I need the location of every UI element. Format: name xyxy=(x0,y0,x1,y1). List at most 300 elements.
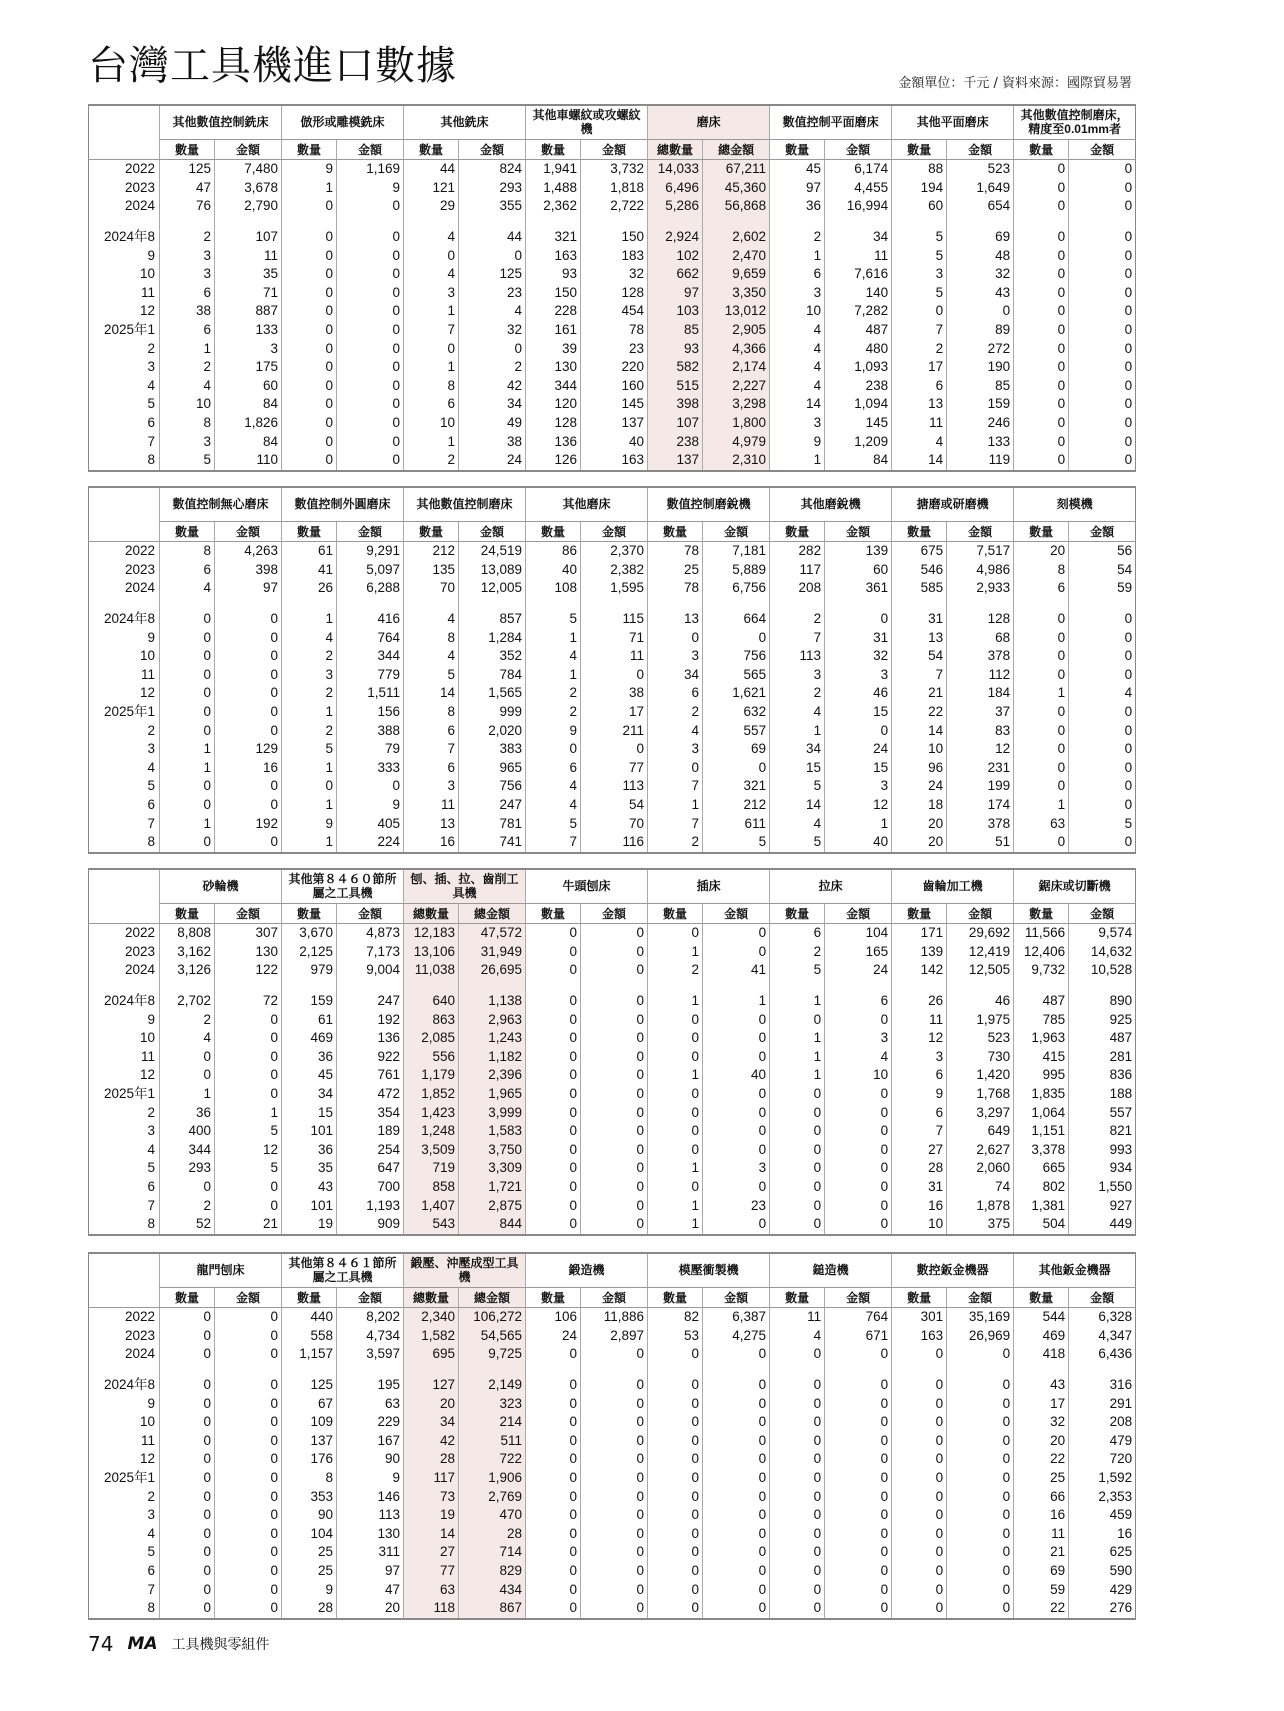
data-cell: 1,565 xyxy=(459,684,526,703)
data-cell: 307 xyxy=(215,924,282,943)
data-cell: 0 xyxy=(1014,703,1069,722)
data-cell: 0 xyxy=(770,1599,825,1619)
data-cell: 163 xyxy=(892,1327,947,1346)
data-cell: 39 xyxy=(526,339,581,358)
data-cell: 229 xyxy=(337,1413,404,1432)
data-cell: 1 xyxy=(1014,684,1069,703)
data-cell: 0 xyxy=(160,1376,215,1395)
data-cell: 301 xyxy=(892,1308,947,1327)
data-cell: 24 xyxy=(892,777,947,796)
data-cell: 9,574 xyxy=(1069,924,1136,943)
data-cell: 0 xyxy=(215,1085,282,1104)
data-cell: 0 xyxy=(892,1506,947,1525)
data-cell: 0 xyxy=(770,1103,825,1122)
data-cell: 0 xyxy=(581,1450,648,1469)
data-cell: 1 xyxy=(282,703,337,722)
group-header: 其他鈑金機器 xyxy=(1014,1253,1136,1288)
data-cell: 0 xyxy=(1069,228,1136,247)
column-header: 數量 xyxy=(160,140,215,160)
data-cell: 6,288 xyxy=(337,579,404,598)
data-cell: 0 xyxy=(648,1029,703,1048)
data-cell: 4 xyxy=(526,647,581,666)
column-header: 金額 xyxy=(947,904,1014,924)
data-cell: 0 xyxy=(160,1543,215,1562)
data-cell: 0 xyxy=(215,703,282,722)
column-header: 數量 xyxy=(526,904,581,924)
data-cell: 4 xyxy=(648,721,703,740)
data-cell: 1 xyxy=(282,759,337,778)
data-cell: 0 xyxy=(581,1525,648,1544)
data-cell: 16,994 xyxy=(825,197,892,216)
data-cell: 44 xyxy=(459,228,526,247)
data-cell: 3,999 xyxy=(459,1103,526,1122)
group-header: 數值控制平面磨床 xyxy=(770,105,892,140)
data-cell: 97 xyxy=(770,179,825,198)
data-cell: 40 xyxy=(526,561,581,580)
column-header: 金額 xyxy=(337,1288,404,1308)
data-cell: 0 xyxy=(160,1506,215,1525)
data-cell: 9 xyxy=(337,179,404,198)
data-cell: 4 xyxy=(404,610,459,629)
data-cell: 0 xyxy=(282,197,337,216)
group-header: 倣形或雕模銑床 xyxy=(282,105,404,140)
data-cell: 3 xyxy=(892,1048,947,1067)
data-cell: 0 xyxy=(160,703,215,722)
data-cell: 934 xyxy=(1069,1159,1136,1178)
data-cell: 0 xyxy=(282,321,337,340)
data-cell: 0 xyxy=(526,1178,581,1197)
data-cell: 0 xyxy=(770,1085,825,1104)
data-cell: 0 xyxy=(648,1141,703,1160)
data-cell: 0 xyxy=(648,1599,703,1619)
data-cell: 2,933 xyxy=(947,579,1014,598)
data-cell: 2 xyxy=(160,358,215,377)
data-cell: 0 xyxy=(581,1580,648,1599)
data-cell xyxy=(337,216,404,228)
data-cell: 36 xyxy=(282,1141,337,1160)
group-header: 齒輪加工機 xyxy=(892,869,1014,904)
data-cell: 15 xyxy=(825,703,892,722)
data-cell: 0 xyxy=(825,610,892,629)
data-cell: 0 xyxy=(160,777,215,796)
data-cell: 0 xyxy=(1014,395,1069,414)
data-cell: 0 xyxy=(526,961,581,980)
data-cell: 857 xyxy=(459,610,526,629)
data-cell: 117 xyxy=(770,561,825,580)
data-cell: 0 xyxy=(770,1580,825,1599)
data-cell: 195 xyxy=(337,1376,404,1395)
data-cell: 70 xyxy=(581,814,648,833)
data-cell: 3,162 xyxy=(160,943,215,962)
data-cell: 0 xyxy=(825,1178,892,1197)
data-cell: 0 xyxy=(215,796,282,815)
data-cell: 0 xyxy=(648,1506,703,1525)
row-label: 9 xyxy=(89,1394,160,1413)
group-header: 其他數值控制磨床 xyxy=(404,487,526,522)
data-cell xyxy=(404,980,459,992)
data-cell: 480 xyxy=(825,339,892,358)
data-cell: 647 xyxy=(337,1159,404,1178)
column-header: 數量 xyxy=(770,522,825,542)
data-cell: 44 xyxy=(404,160,459,179)
data-cell: 11 xyxy=(1014,1525,1069,1544)
data-cell: 2,174 xyxy=(703,358,770,377)
data-cell: 487 xyxy=(825,321,892,340)
data-cell: 0 xyxy=(526,1196,581,1215)
data-cell: 43 xyxy=(1014,1376,1069,1395)
data-cell: 890 xyxy=(1069,992,1136,1011)
magazine-logo: MA xyxy=(127,1634,158,1654)
data-cell: 2 xyxy=(526,703,581,722)
data-cell: 4 xyxy=(404,647,459,666)
data-cell: 1,284 xyxy=(459,628,526,647)
data-cell: 3 xyxy=(160,265,215,284)
column-header: 數量 xyxy=(404,522,459,542)
data-cell: 52 xyxy=(160,1215,215,1235)
data-cell: 135 xyxy=(404,561,459,580)
data-cell: 8 xyxy=(282,1469,337,1488)
data-cell: 0 xyxy=(160,1308,215,1327)
data-cell: 0 xyxy=(282,395,337,414)
data-cell: 0 xyxy=(825,1196,892,1215)
data-cell: 0 xyxy=(581,1394,648,1413)
data-cell: 56,868 xyxy=(703,197,770,216)
data-cell: 3 xyxy=(825,1029,892,1048)
data-cell: 333 xyxy=(337,759,404,778)
data-cell: 1,182 xyxy=(459,1048,526,1067)
data-cell: 53 xyxy=(648,1327,703,1346)
data-cell: 543 xyxy=(404,1215,459,1235)
column-header: 數量 xyxy=(282,1288,337,1308)
data-cell: 25 xyxy=(1014,1469,1069,1488)
data-cell xyxy=(892,598,947,610)
table-row xyxy=(89,1525,1136,1544)
data-cell: 69 xyxy=(947,228,1014,247)
data-cell: 1 xyxy=(648,943,703,962)
data-cell: 20 xyxy=(1014,1432,1069,1451)
data-cell xyxy=(947,216,1014,228)
data-cell xyxy=(160,1364,215,1376)
data-cell: 0 xyxy=(526,992,581,1011)
data-cell: 19 xyxy=(404,1506,459,1525)
data-cell: 544 xyxy=(1014,1308,1069,1327)
row-label: 2024 xyxy=(89,1345,160,1364)
data-cell: 11 xyxy=(892,414,947,433)
table-row xyxy=(89,814,1136,833)
data-cell: 112 xyxy=(947,666,1014,685)
data-cell: 38 xyxy=(160,302,215,321)
data-cell: 829 xyxy=(459,1562,526,1581)
data-cell: 9,291 xyxy=(337,542,404,561)
data-cell xyxy=(459,980,526,992)
data-cell: 1 xyxy=(160,759,215,778)
stub-header xyxy=(89,105,160,160)
data-cell: 231 xyxy=(947,759,1014,778)
data-cell: 0 xyxy=(337,302,404,321)
table-row xyxy=(89,246,1136,265)
group-header: 其他磨床 xyxy=(526,487,648,522)
data-cell: 0 xyxy=(1014,160,1069,179)
data-cell: 557 xyxy=(1069,1103,1136,1122)
data-cell: 127 xyxy=(404,1376,459,1395)
data-cell: 2,396 xyxy=(459,1066,526,1085)
data-cell: 0 xyxy=(581,961,648,980)
data-cell: 0 xyxy=(215,1469,282,1488)
data-cell: 0 xyxy=(892,1469,947,1488)
table-row xyxy=(89,377,1136,396)
data-cell: 7 xyxy=(526,833,581,853)
data-cell: 375 xyxy=(947,1215,1014,1235)
data-cell: 0 xyxy=(947,1562,1014,1581)
data-cell: 0 xyxy=(947,1413,1014,1432)
data-cell: 2,340 xyxy=(404,1308,459,1327)
column-header: 總金額 xyxy=(459,904,526,924)
column-header: 數量 xyxy=(648,522,703,542)
data-cell: 63 xyxy=(337,1394,404,1413)
data-cell: 1,878 xyxy=(947,1196,1014,1215)
data-cell: 190 xyxy=(947,358,1014,377)
data-cell: 5 xyxy=(770,961,825,980)
data-cell: 0 xyxy=(581,1506,648,1525)
data-cell: 6,496 xyxy=(648,179,703,198)
data-cell: 0 xyxy=(770,1196,825,1215)
group-header: 數值控制磨銳機 xyxy=(648,487,770,522)
data-cell: 34 xyxy=(648,666,703,685)
data-cell: 640 xyxy=(404,992,459,1011)
data-cell: 0 xyxy=(770,1543,825,1562)
data-cell: 1 xyxy=(404,302,459,321)
import-table-4 xyxy=(88,1252,1136,1620)
column-header: 數量 xyxy=(1014,522,1069,542)
data-cell: 150 xyxy=(581,228,648,247)
column-header: 金額 xyxy=(703,522,770,542)
data-cell: 167 xyxy=(337,1432,404,1451)
stub-header xyxy=(89,869,160,924)
data-cell: 0 xyxy=(825,1543,892,1562)
data-cell: 9 xyxy=(337,796,404,815)
data-cell: 3 xyxy=(404,777,459,796)
row-label: 12 xyxy=(89,1066,160,1085)
data-cell: 0 xyxy=(337,339,404,358)
data-cell: 0 xyxy=(160,1345,215,1364)
data-cell: 0 xyxy=(526,924,581,943)
data-cell: 34 xyxy=(770,740,825,759)
table-row xyxy=(89,961,1136,980)
data-cell: 89 xyxy=(947,321,1014,340)
table-row xyxy=(89,1066,1136,1085)
data-cell: 632 xyxy=(703,703,770,722)
data-cell: 0 xyxy=(337,395,404,414)
row-label: 4 xyxy=(89,759,160,778)
data-cell: 38 xyxy=(459,432,526,451)
table-row xyxy=(89,216,1136,228)
data-cell: 159 xyxy=(282,992,337,1011)
data-cell: 126 xyxy=(526,451,581,471)
data-cell: 7,173 xyxy=(337,943,404,962)
data-cell: 31,949 xyxy=(459,943,526,962)
data-cell: 0 xyxy=(648,628,703,647)
column-header: 金額 xyxy=(825,1288,892,1308)
data-cell: 0 xyxy=(215,1066,282,1085)
data-cell: 54 xyxy=(581,796,648,815)
data-cell: 0 xyxy=(581,1048,648,1067)
data-cell xyxy=(1014,216,1069,228)
data-cell: 0 xyxy=(160,1525,215,1544)
data-cell: 32 xyxy=(459,321,526,340)
row-label: 2025年1 xyxy=(89,1085,160,1104)
data-cell: 1,423 xyxy=(404,1103,459,1122)
data-cell: 1,818 xyxy=(581,179,648,198)
data-cell: 2,125 xyxy=(282,943,337,962)
data-cell: 78 xyxy=(648,579,703,598)
data-cell: 86 xyxy=(526,542,581,561)
data-cell: 40 xyxy=(581,432,648,451)
row-label xyxy=(89,216,160,228)
table-row xyxy=(89,610,1136,629)
data-cell: 487 xyxy=(1069,1029,1136,1048)
column-header: 數量 xyxy=(160,522,215,542)
data-cell: 211 xyxy=(581,721,648,740)
data-cell: 0 xyxy=(215,833,282,853)
data-cell: 1,488 xyxy=(526,179,581,198)
data-cell: 0 xyxy=(581,1543,648,1562)
column-header: 數量 xyxy=(648,904,703,924)
table-row xyxy=(89,228,1136,247)
data-cell: 3 xyxy=(215,339,282,358)
data-cell: 764 xyxy=(337,628,404,647)
data-cell: 1 xyxy=(282,179,337,198)
data-cell: 887 xyxy=(215,302,282,321)
column-header: 總金額 xyxy=(703,140,770,160)
data-cell: 0 xyxy=(1069,321,1136,340)
data-cell: 353 xyxy=(282,1487,337,1506)
data-cell: 101 xyxy=(282,1122,337,1141)
group-header: 其他銑床 xyxy=(404,105,526,140)
data-cell: 281 xyxy=(1069,1048,1136,1067)
page-number: 74 xyxy=(88,1632,114,1656)
data-cell: 398 xyxy=(215,561,282,580)
data-cell: 523 xyxy=(947,160,1014,179)
data-cell: 4 xyxy=(404,265,459,284)
data-cell: 109 xyxy=(282,1413,337,1432)
data-cell: 0 xyxy=(1014,284,1069,303)
data-cell: 2 xyxy=(770,610,825,629)
data-cell: 25 xyxy=(648,561,703,580)
data-cell: 0 xyxy=(526,1345,581,1364)
data-cell: 118 xyxy=(404,1599,459,1619)
data-cell: 176 xyxy=(282,1450,337,1469)
data-cell: 785 xyxy=(1014,1010,1069,1029)
data-cell: 107 xyxy=(215,228,282,247)
data-cell: 23 xyxy=(581,339,648,358)
data-cell: 27 xyxy=(892,1141,947,1160)
data-cell: 0 xyxy=(337,451,404,471)
data-cell: 1,826 xyxy=(215,414,282,433)
data-cell: 0 xyxy=(160,666,215,685)
column-header: 金額 xyxy=(459,140,526,160)
data-cell: 11 xyxy=(892,1010,947,1029)
row-label: 7 xyxy=(89,432,160,451)
data-cell: 2,382 xyxy=(581,561,648,580)
data-cell: 2 xyxy=(459,358,526,377)
data-cell: 0 xyxy=(459,246,526,265)
data-cell: 3 xyxy=(648,740,703,759)
data-cell: 145 xyxy=(825,414,892,433)
data-cell: 4,263 xyxy=(215,542,282,561)
group-header: 刻模機 xyxy=(1014,487,1136,522)
data-cell: 7,181 xyxy=(703,542,770,561)
data-cell: 1 xyxy=(160,1085,215,1104)
data-cell: 3,678 xyxy=(215,179,282,198)
data-cell: 254 xyxy=(337,1141,404,1160)
data-cell: 927 xyxy=(1069,1196,1136,1215)
data-cell: 133 xyxy=(947,432,1014,451)
data-cell: 61 xyxy=(282,542,337,561)
data-cell: 361 xyxy=(825,579,892,598)
data-cell: 139 xyxy=(825,542,892,561)
row-label: 2024年8 xyxy=(89,992,160,1011)
table-row xyxy=(89,1010,1136,1029)
data-cell: 0 xyxy=(282,432,337,451)
data-cell: 0 xyxy=(703,1469,770,1488)
column-header: 金額 xyxy=(947,140,1014,160)
data-cell: 0 xyxy=(581,924,648,943)
data-cell: 9 xyxy=(337,1469,404,1488)
data-cell: 20 xyxy=(404,1394,459,1413)
data-cell: 546 xyxy=(892,561,947,580)
data-cell: 0 xyxy=(1069,377,1136,396)
column-header: 金額 xyxy=(825,904,892,924)
data-cell: 3,378 xyxy=(1014,1141,1069,1160)
data-cell: 511 xyxy=(459,1432,526,1451)
data-cell xyxy=(1014,598,1069,610)
data-cell: 1 xyxy=(703,992,770,1011)
data-cell: 7 xyxy=(892,666,947,685)
data-cell: 0 xyxy=(1014,246,1069,265)
data-cell: 11 xyxy=(404,796,459,815)
data-cell: 85 xyxy=(947,377,1014,396)
data-cell: 15 xyxy=(770,759,825,778)
table-row xyxy=(89,721,1136,740)
data-cell: 63 xyxy=(404,1580,459,1599)
data-cell: 0 xyxy=(581,1159,648,1178)
data-cell: 0 xyxy=(1014,628,1069,647)
data-cell: 11 xyxy=(770,1308,825,1327)
data-cell: 96 xyxy=(892,759,947,778)
data-cell: 0 xyxy=(526,1085,581,1104)
data-cell: 28 xyxy=(404,1450,459,1469)
data-cell: 0 xyxy=(825,1159,892,1178)
data-cell: 54 xyxy=(892,647,947,666)
data-cell: 1 xyxy=(648,1066,703,1085)
data-cell: 0 xyxy=(892,1345,947,1364)
table-row xyxy=(89,647,1136,666)
data-cell: 49 xyxy=(459,414,526,433)
row-label: 2025年1 xyxy=(89,1469,160,1488)
data-cell: 69 xyxy=(703,740,770,759)
data-cell: 113 xyxy=(337,1506,404,1525)
row-label: 2 xyxy=(89,339,160,358)
data-cell xyxy=(459,1364,526,1376)
data-cell: 995 xyxy=(1014,1066,1069,1085)
data-cell: 11 xyxy=(215,246,282,265)
data-cell: 0 xyxy=(581,1178,648,1197)
import-table-2 xyxy=(88,486,1136,854)
data-cell: 16 xyxy=(404,833,459,853)
data-cell xyxy=(215,980,282,992)
data-cell: 3,597 xyxy=(337,1345,404,1364)
data-cell: 0 xyxy=(282,414,337,433)
